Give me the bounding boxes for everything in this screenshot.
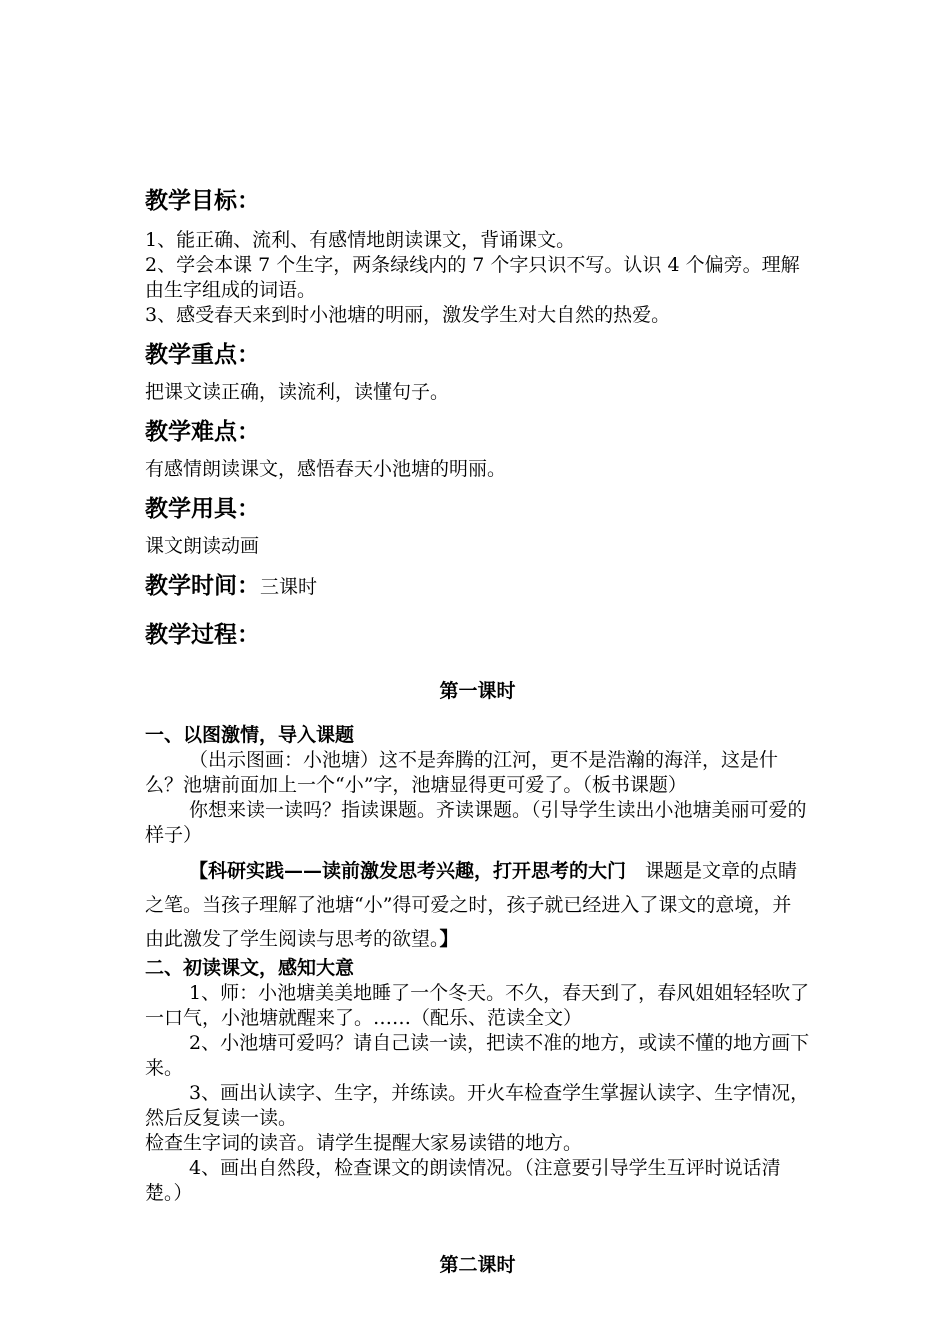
objective-item-3: 3、感受春天来到时小池塘的明丽，激发学生对大自然的热爱。 [145, 304, 671, 326]
key-points-heading: 教学重点： [145, 341, 260, 368]
section2-paragraph-1: 1、师：小池塘美美地睡了一个冬天。不久，春天到了，春风姐姐轻轻吹了一口气，小池塘就醒来了。……（配乐、范读全文） [145, 982, 810, 1029]
section2-paragraph-2: 2、小池塘可爱吗？请自己读一读，把读不准的地方，或读不懂的地方画下来。 [145, 1032, 810, 1079]
lesson2-title: 第二课时 [439, 1254, 516, 1276]
section2-paragraph-3: 3、画出认读字、生字，并练读。开火车检查学生掌握认读字、生字情况，然后反复读一读。 [145, 1082, 810, 1129]
section2-paragraph-5: 4、画出自然段，检查课文的朗读情况。（注意要引导学生互评时说话清楚。） [145, 1157, 781, 1204]
objective-item-1: 1、能正确、流利、有感情地朗读课文，背诵课文。 [145, 229, 576, 251]
tools-heading: 教学用具： [145, 495, 260, 522]
objectives-heading: 教学目标： [145, 187, 260, 214]
section1-title: 一、以图激情，导入课题 [145, 724, 355, 746]
time-row [145, 571, 810, 602]
section1-paragraph-1: （出示图画：小池塘）这不是奔腾的江河，更不是浩瀚的海洋，这是什么？池塘前面加上一个“小”字，池塘显得更可爱了。（板书课题） [145, 749, 779, 796]
time-heading: 教学时间： [145, 572, 260, 599]
difficulties-heading: 教学难点： [145, 418, 260, 445]
document-page [145, 186, 810, 1297]
time-text: 三课时 [260, 576, 318, 598]
research-note [145, 854, 810, 956]
lesson1-title: 第一课时 [439, 680, 516, 702]
section2-paragraph-4: 检查生字词的读音。请学生提醒大家易读错的地方。 [145, 1132, 583, 1154]
section2-title: 二、初读课文，感知大意 [145, 957, 355, 979]
process-heading: 教学过程： [145, 621, 260, 648]
difficulties-text: 有感情朗读课文，感悟春天小池塘的明丽。 [145, 458, 507, 480]
research-note-end: 】 [439, 928, 459, 950]
research-note-title: 【科研实践——读前激发思考兴趣，打开思考的大门 [189, 860, 627, 882]
research-note-text: 课题是文章的点睛之笔。当孩子理解了池塘“小”得可爱之时，孩子就已经进入了课文的意境，并由此激发了学生阅读与思考的欲望。 [145, 860, 798, 950]
tools-text: 课文朗读动画 [145, 535, 260, 557]
key-points-text: 把课文读正确，读流利，读懂句子。 [145, 381, 450, 403]
objective-item-2: 2、学会本课 7 个生字，两条绿线内的 7 个字只识不写。认识 4 个偏旁。理解由生字组成的词语。 [145, 254, 800, 301]
section1-paragraph-2: 你想来读一读吗？指读课题。齐读课题。（引导学生读出小池塘美丽可爱的样子） [145, 799, 807, 846]
